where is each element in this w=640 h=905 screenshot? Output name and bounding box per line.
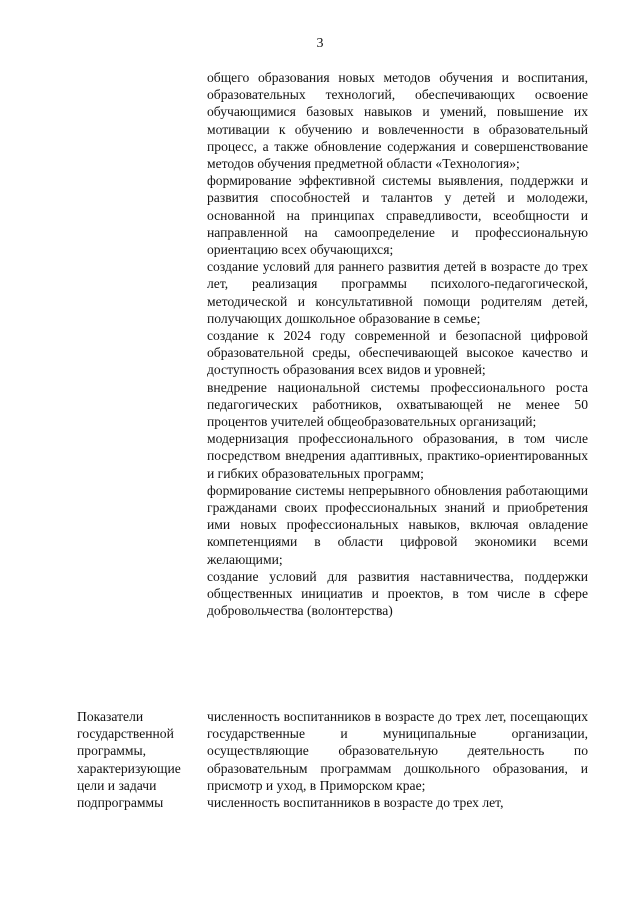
goal-item: формирование системы непрерывного обновления работающими гражданами своих профессиональных знаний и приобретения ими новых профессиональных навыков, включая овладение компетенциями в области цифровой экономики всеми желающими; <box>207 482 588 567</box>
indicators-label: Показатели государственной программы, характеризующие цели и задачи подпрограммы <box>77 709 181 811</box>
goal-item: создание условий для развития наставничества, поддержки общественных инициатив и проектов, в том числе в сфере добровольчества (волонтерства) <box>207 568 588 619</box>
goal-item: создание к 2024 году современной и безопасной цифровой образовательной среды, обеспечивающей высокое качество и доступность образования всех видов и уровней; <box>207 328 588 378</box>
indicator-item: численность воспитанников в возрасте до трех лет, <box>207 795 504 811</box>
goal-item: формирование эффективной системы выявления, поддержки и развития способностей и талантов у детей и молодежи, основанной на принципах справедливости, всеобщности и направленной на самоопределение и профессиональную ориентацию всех обучающихся; <box>207 173 588 258</box>
page-number: 3 <box>316 36 324 51</box>
goal-item: общего образования новых методов обучения и воспитания, образовательных технологий, обеспечивающих освоение обучающимися базовых навыков и умений, повышение их мотивации к обучению и вовлеченности в образовательный процесс, а также обновление содержания и совершенствование методов обучения предметной области «Технология»; <box>207 70 588 172</box>
goal-item: внедрение национальной системы профессионального роста педагогических работников, охватывающей не менее 50 процентов учителей общеобразовательных организаций; <box>207 379 588 430</box>
goal-item: создание условий для раннего развития детей в возрасте до трех лет, реализация программы психолого-педагогической, методической и консультативной помощи родителям детей, получающих дошкольное образование в семье; <box>207 259 588 326</box>
indicators-list <box>207 708 588 811</box>
indicator-item: численность воспитанников в возрасте до трех лет, посещающих государственные и муниципальные организации, осуществляющие образовательную деятельность по образовательным программам дошкольного образования, и присмотр и уход, в Приморском крае; <box>207 709 588 793</box>
goals-continuation <box>207 69 588 620</box>
goal-item: модернизация профессионального образования, в том числе посредством внедрения адаптивных, практико-ориентированных и гибких образовательных программ; <box>207 431 588 481</box>
